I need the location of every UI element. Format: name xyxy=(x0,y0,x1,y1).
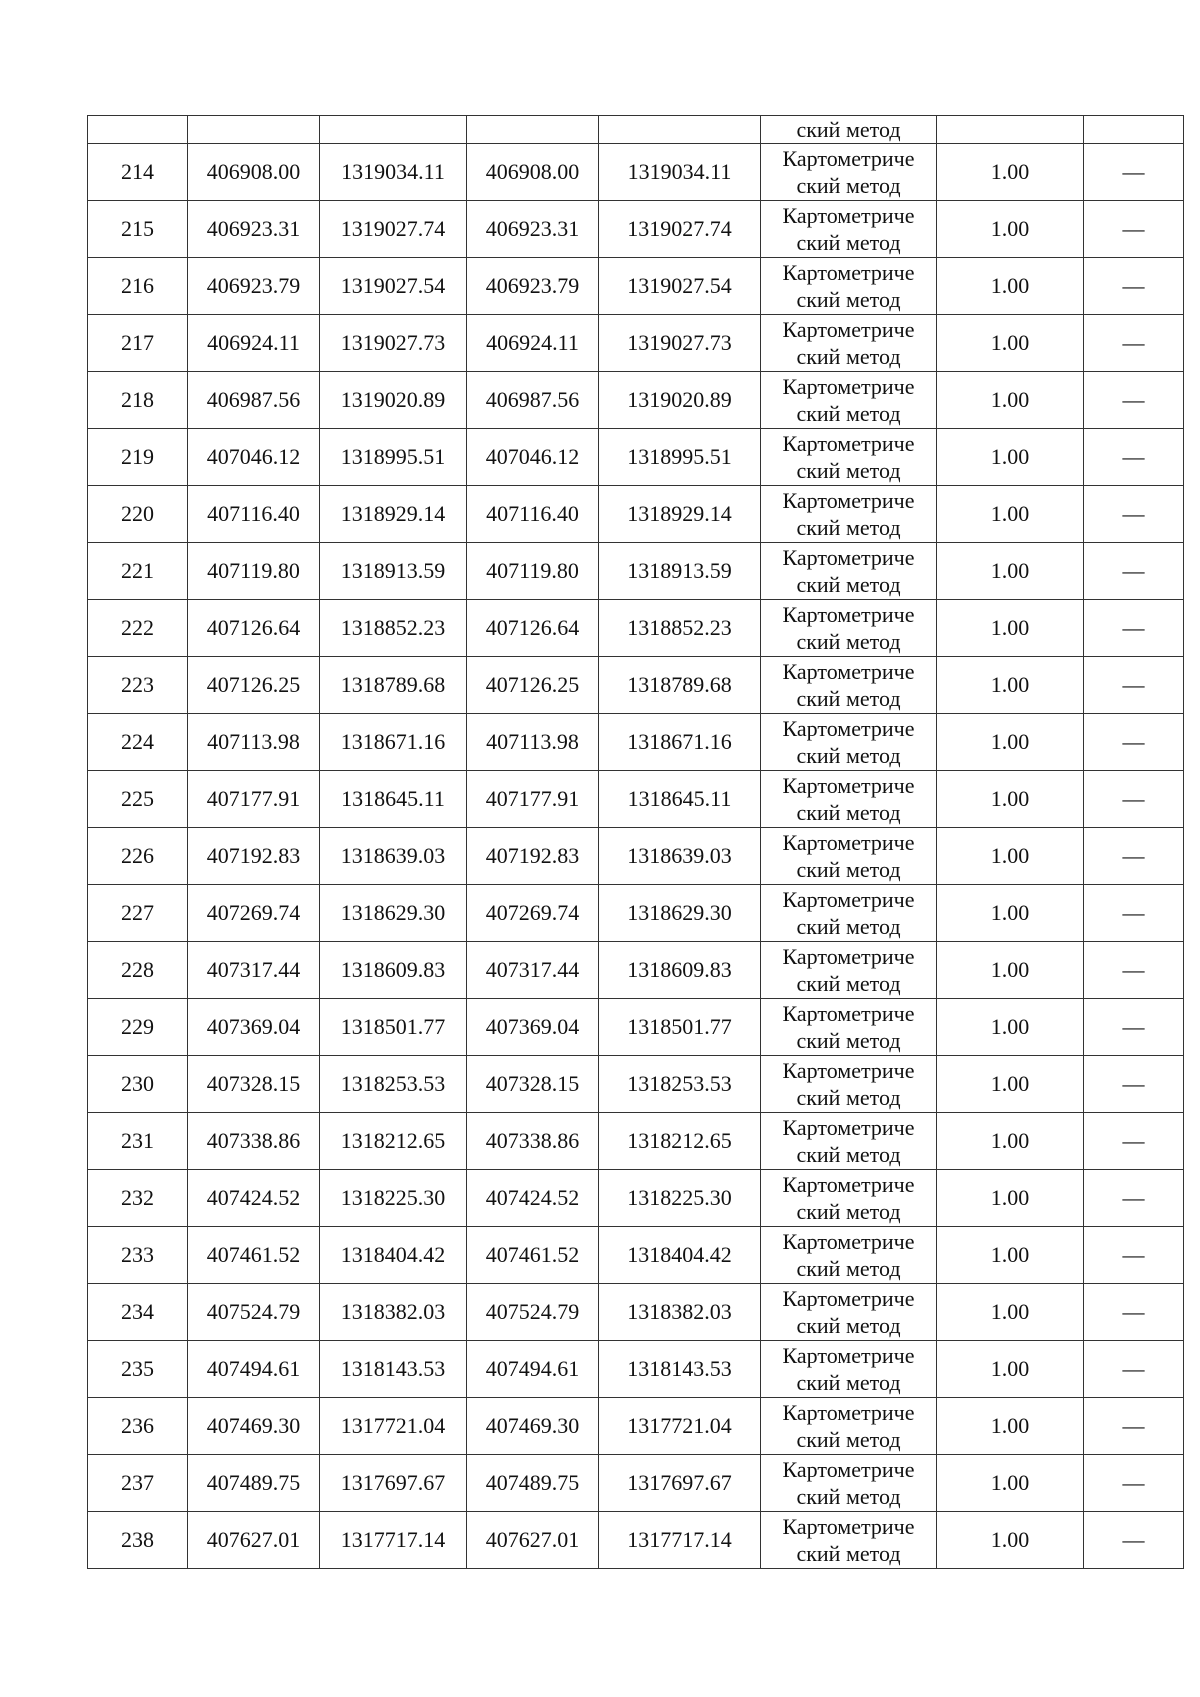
cell-point-number: 217 xyxy=(88,315,188,372)
cell-x-refined: 407494.61 xyxy=(467,1341,599,1398)
cell-x-existing: 407489.75 xyxy=(188,1455,320,1512)
method-line-2: ский метод xyxy=(796,230,901,255)
method-line-2: ский метод xyxy=(796,401,901,426)
cell-empty xyxy=(88,116,188,144)
cell-x-existing: 407317.44 xyxy=(188,942,320,999)
cell-method xyxy=(761,543,937,600)
cell-empty xyxy=(1084,116,1184,144)
cell-point-number: 227 xyxy=(88,885,188,942)
cell-y-existing: 1318639.03 xyxy=(320,828,467,885)
cell-accuracy: 1.00 xyxy=(937,828,1084,885)
cell-note: — xyxy=(1084,1284,1184,1341)
cell-accuracy: 1.00 xyxy=(937,486,1084,543)
method-line-1: Картометриче xyxy=(782,887,915,912)
method-line-1: Картометриче xyxy=(782,1001,915,1026)
table-row xyxy=(88,258,1184,315)
cell-x-existing: 407328.15 xyxy=(188,1056,320,1113)
method-line-1: Картометриче xyxy=(782,1172,915,1197)
cell-x-existing: 406923.31 xyxy=(188,201,320,258)
cell-point-number: 229 xyxy=(88,999,188,1056)
cell-method xyxy=(761,1455,937,1512)
cell-y-refined: 1318143.53 xyxy=(599,1341,761,1398)
cell-note: — xyxy=(1084,543,1184,600)
cell-accuracy: 1.00 xyxy=(937,1341,1084,1398)
method-line-1: Картометриче xyxy=(782,260,915,285)
cell-x-refined: 407126.25 xyxy=(467,657,599,714)
method-line-2: ский метод xyxy=(796,344,901,369)
table-row xyxy=(88,429,1184,486)
cell-y-existing: 1319027.54 xyxy=(320,258,467,315)
method-line-2: ский метод xyxy=(796,1313,901,1338)
table-row xyxy=(88,1341,1184,1398)
cell-note: — xyxy=(1084,486,1184,543)
cell-method xyxy=(761,1113,937,1170)
table-row xyxy=(88,714,1184,771)
cell-y-existing: 1318852.23 xyxy=(320,600,467,657)
method-line-1: Картометриче xyxy=(782,602,915,627)
cell-y-existing: 1318929.14 xyxy=(320,486,467,543)
cell-x-existing: 407627.01 xyxy=(188,1512,320,1569)
method-line-2: ский метод xyxy=(796,629,901,654)
method-line-2: ский метод xyxy=(796,686,901,711)
cell-x-refined: 407524.79 xyxy=(467,1284,599,1341)
cell-note: — xyxy=(1084,600,1184,657)
cell-y-refined: 1318404.42 xyxy=(599,1227,761,1284)
cell-accuracy: 1.00 xyxy=(937,1227,1084,1284)
cell-method xyxy=(761,714,937,771)
method-line-2: ский метод xyxy=(796,1484,901,1509)
cell-method xyxy=(761,1056,937,1113)
cell-y-existing: 1318404.42 xyxy=(320,1227,467,1284)
method-line-2: ский метод xyxy=(796,287,901,312)
method-line-2: ский метод xyxy=(796,1256,901,1281)
cell-x-existing: 406923.79 xyxy=(188,258,320,315)
cell-point-number: 236 xyxy=(88,1398,188,1455)
method-line-2: ский метод xyxy=(796,914,901,939)
table-row xyxy=(88,1512,1184,1569)
cell-x-refined: 407113.98 xyxy=(467,714,599,771)
cell-note: — xyxy=(1084,1341,1184,1398)
cell-accuracy: 1.00 xyxy=(937,885,1084,942)
cell-y-existing: 1319027.74 xyxy=(320,201,467,258)
cell-x-refined: 407369.04 xyxy=(467,999,599,1056)
table-row xyxy=(88,999,1184,1056)
method-line-2: ский метод xyxy=(796,1370,901,1395)
method-line-1: Картометриче xyxy=(782,317,915,342)
method-line-1: Картометриче xyxy=(782,944,915,969)
table-body xyxy=(88,116,1184,1569)
method-line-2: ский метод xyxy=(796,1199,901,1224)
cell-y-existing: 1319020.89 xyxy=(320,372,467,429)
cell-accuracy: 1.00 xyxy=(937,372,1084,429)
cell-y-refined: 1319020.89 xyxy=(599,372,761,429)
table-row xyxy=(88,600,1184,657)
cell-x-refined: 407119.80 xyxy=(467,543,599,600)
table-row xyxy=(88,486,1184,543)
method-line-1: Картометриче xyxy=(782,1457,915,1482)
cell-x-existing: 407469.30 xyxy=(188,1398,320,1455)
cell-accuracy: 1.00 xyxy=(937,1113,1084,1170)
cell-x-refined: 406923.79 xyxy=(467,258,599,315)
cell-x-existing: 407494.61 xyxy=(188,1341,320,1398)
cell-empty xyxy=(937,116,1084,144)
cell-y-existing: 1317717.14 xyxy=(320,1512,467,1569)
cell-accuracy: 1.00 xyxy=(937,657,1084,714)
cell-x-refined: 406924.11 xyxy=(467,315,599,372)
table-row xyxy=(88,657,1184,714)
cell-accuracy: 1.00 xyxy=(937,1170,1084,1227)
cell-x-existing: 407192.83 xyxy=(188,828,320,885)
cell-y-existing: 1319027.73 xyxy=(320,315,467,372)
cell-x-refined: 407338.86 xyxy=(467,1113,599,1170)
cell-y-refined: 1318629.30 xyxy=(599,885,761,942)
cell-accuracy: 1.00 xyxy=(937,771,1084,828)
cell-accuracy: 1.00 xyxy=(937,1455,1084,1512)
cell-method xyxy=(761,1398,937,1455)
cell-accuracy: 1.00 xyxy=(937,714,1084,771)
cell-note: — xyxy=(1084,144,1184,201)
cell-method xyxy=(761,1170,937,1227)
cell-y-existing: 1318501.77 xyxy=(320,999,467,1056)
cell-x-existing: 407338.86 xyxy=(188,1113,320,1170)
cell-x-refined: 407192.83 xyxy=(467,828,599,885)
cell-x-existing: 407269.74 xyxy=(188,885,320,942)
cell-y-existing: 1318629.30 xyxy=(320,885,467,942)
cell-method xyxy=(761,942,937,999)
cell-y-refined: 1319027.54 xyxy=(599,258,761,315)
cell-note: — xyxy=(1084,771,1184,828)
cell-x-existing: 407177.91 xyxy=(188,771,320,828)
cell-accuracy: 1.00 xyxy=(937,543,1084,600)
method-line-2: ский метод xyxy=(796,572,901,597)
cell-point-number: 226 xyxy=(88,828,188,885)
method-line-1: Картометриче xyxy=(782,1286,915,1311)
method-line-2: ский метод xyxy=(796,743,901,768)
cell-point-number: 224 xyxy=(88,714,188,771)
cell-y-refined: 1318253.53 xyxy=(599,1056,761,1113)
method-line-2: ский метод xyxy=(796,1427,901,1452)
cell-y-refined: 1318609.83 xyxy=(599,942,761,999)
cell-accuracy: 1.00 xyxy=(937,429,1084,486)
table-row xyxy=(88,1113,1184,1170)
cell-x-existing: 407524.79 xyxy=(188,1284,320,1341)
cell-point-number: 214 xyxy=(88,144,188,201)
method-line-1: Картометриче xyxy=(782,1514,915,1539)
cell-note: — xyxy=(1084,942,1184,999)
cell-note: — xyxy=(1084,1455,1184,1512)
table-row xyxy=(88,771,1184,828)
cell-y-existing: 1318143.53 xyxy=(320,1341,467,1398)
table-row xyxy=(88,1455,1184,1512)
method-line-1: Картометриче xyxy=(782,830,915,855)
cell-method-tail: ский метод xyxy=(761,116,937,144)
cell-x-refined: 407269.74 xyxy=(467,885,599,942)
table-row xyxy=(88,201,1184,258)
method-line-1: Картометриче xyxy=(782,1058,915,1083)
cell-note: — xyxy=(1084,999,1184,1056)
cell-y-refined: 1319027.74 xyxy=(599,201,761,258)
cell-note: — xyxy=(1084,201,1184,258)
cell-accuracy: 1.00 xyxy=(937,600,1084,657)
method-line-1: Картометриче xyxy=(782,374,915,399)
cell-y-existing: 1317721.04 xyxy=(320,1398,467,1455)
cell-point-number: 218 xyxy=(88,372,188,429)
cell-note: — xyxy=(1084,714,1184,771)
cell-point-number: 231 xyxy=(88,1113,188,1170)
cell-y-existing: 1317697.67 xyxy=(320,1455,467,1512)
cell-x-existing: 407461.52 xyxy=(188,1227,320,1284)
table-row xyxy=(88,1284,1184,1341)
cell-y-refined: 1317697.67 xyxy=(599,1455,761,1512)
cell-point-number: 219 xyxy=(88,429,188,486)
cell-method xyxy=(761,1227,937,1284)
cell-y-refined: 1317721.04 xyxy=(599,1398,761,1455)
cell-x-refined: 407177.91 xyxy=(467,771,599,828)
table-row xyxy=(88,828,1184,885)
method-line-2: ский метод xyxy=(796,173,901,198)
method-line-2: ский метод xyxy=(796,800,901,825)
method-line-2: ский метод xyxy=(796,458,901,483)
method-line-2: ский метод xyxy=(796,1028,901,1053)
cell-empty xyxy=(188,116,320,144)
method-line-2: ский метод xyxy=(796,1085,901,1110)
cell-method xyxy=(761,429,937,486)
method-line-1: Картометриче xyxy=(782,488,915,513)
cell-method xyxy=(761,1341,937,1398)
method-line-2: ский метод xyxy=(796,971,901,996)
cell-note: — xyxy=(1084,1113,1184,1170)
cell-y-refined: 1318671.16 xyxy=(599,714,761,771)
cell-note: — xyxy=(1084,828,1184,885)
cell-y-existing: 1318671.16 xyxy=(320,714,467,771)
cell-accuracy: 1.00 xyxy=(937,144,1084,201)
cell-y-refined: 1318225.30 xyxy=(599,1170,761,1227)
cell-y-refined: 1317717.14 xyxy=(599,1512,761,1569)
method-line-1: Картометриче xyxy=(782,1343,915,1368)
cell-x-existing: 406987.56 xyxy=(188,372,320,429)
cell-point-number: 234 xyxy=(88,1284,188,1341)
cell-accuracy: 1.00 xyxy=(937,258,1084,315)
method-line-1: Картометриче xyxy=(782,431,915,456)
cell-note: — xyxy=(1084,1512,1184,1569)
cell-note: — xyxy=(1084,429,1184,486)
method-line-2: ский метод xyxy=(796,515,901,540)
cell-x-refined: 407317.44 xyxy=(467,942,599,999)
table-row xyxy=(88,1170,1184,1227)
cell-point-number: 225 xyxy=(88,771,188,828)
cell-accuracy: 1.00 xyxy=(937,1512,1084,1569)
cell-method xyxy=(761,258,937,315)
method-line-1: Картометриче xyxy=(782,716,915,741)
cell-x-existing: 407424.52 xyxy=(188,1170,320,1227)
cell-note: — xyxy=(1084,315,1184,372)
method-line-2: ский метод xyxy=(796,1541,901,1566)
cell-accuracy: 1.00 xyxy=(937,999,1084,1056)
cell-note: — xyxy=(1084,885,1184,942)
cell-x-refined: 406987.56 xyxy=(467,372,599,429)
cell-method xyxy=(761,201,937,258)
cell-method xyxy=(761,144,937,201)
table-row xyxy=(88,1227,1184,1284)
cell-y-refined: 1318913.59 xyxy=(599,543,761,600)
cell-note: — xyxy=(1084,1056,1184,1113)
cell-accuracy: 1.00 xyxy=(937,1398,1084,1455)
cell-x-refined: 407469.30 xyxy=(467,1398,599,1455)
cell-y-refined: 1318212.65 xyxy=(599,1113,761,1170)
cell-method xyxy=(761,486,937,543)
cell-y-refined: 1318852.23 xyxy=(599,600,761,657)
cell-x-existing: 407126.64 xyxy=(188,600,320,657)
cell-x-refined: 407046.12 xyxy=(467,429,599,486)
cell-empty xyxy=(599,116,761,144)
method-line-1: Картометриче xyxy=(782,659,915,684)
cell-y-refined: 1318501.77 xyxy=(599,999,761,1056)
cell-y-existing: 1319034.11 xyxy=(320,144,467,201)
cell-note: — xyxy=(1084,1398,1184,1455)
method-line-1: Картометриче xyxy=(782,1115,915,1140)
cell-method xyxy=(761,771,937,828)
table-row xyxy=(88,543,1184,600)
table-row xyxy=(88,372,1184,429)
method-line-1: Картометриче xyxy=(782,545,915,570)
cell-x-existing: 407119.80 xyxy=(188,543,320,600)
cell-method xyxy=(761,885,937,942)
cell-method xyxy=(761,828,937,885)
cell-y-refined: 1318639.03 xyxy=(599,828,761,885)
cell-y-refined: 1318645.11 xyxy=(599,771,761,828)
table-row xyxy=(88,1056,1184,1113)
cell-accuracy: 1.00 xyxy=(937,315,1084,372)
cell-note: — xyxy=(1084,657,1184,714)
cell-note: — xyxy=(1084,372,1184,429)
cell-method xyxy=(761,600,937,657)
cell-point-number: 235 xyxy=(88,1341,188,1398)
cell-note: — xyxy=(1084,1227,1184,1284)
cell-y-existing: 1318789.68 xyxy=(320,657,467,714)
cell-y-existing: 1318913.59 xyxy=(320,543,467,600)
cell-y-existing: 1318225.30 xyxy=(320,1170,467,1227)
cell-y-existing: 1318212.65 xyxy=(320,1113,467,1170)
cell-x-existing: 407113.98 xyxy=(188,714,320,771)
cell-point-number: 223 xyxy=(88,657,188,714)
cell-x-existing: 407046.12 xyxy=(188,429,320,486)
method-line-1: Картометриче xyxy=(782,1229,915,1254)
cell-x-refined: 407116.40 xyxy=(467,486,599,543)
cell-y-refined: 1319034.11 xyxy=(599,144,761,201)
cell-y-refined: 1318929.14 xyxy=(599,486,761,543)
cell-accuracy: 1.00 xyxy=(937,201,1084,258)
cell-y-refined: 1318995.51 xyxy=(599,429,761,486)
cell-note: — xyxy=(1084,1170,1184,1227)
cell-empty xyxy=(467,116,599,144)
cell-x-refined: 407461.52 xyxy=(467,1227,599,1284)
cell-y-existing: 1318382.03 xyxy=(320,1284,467,1341)
cell-method xyxy=(761,1512,937,1569)
cell-x-existing: 406924.11 xyxy=(188,315,320,372)
cell-point-number: 220 xyxy=(88,486,188,543)
cell-method xyxy=(761,1284,937,1341)
cell-point-number: 216 xyxy=(88,258,188,315)
cell-point-number: 233 xyxy=(88,1227,188,1284)
cell-x-existing: 406908.00 xyxy=(188,144,320,201)
method-line-1: Картометриче xyxy=(782,1400,915,1425)
cell-accuracy: 1.00 xyxy=(937,1284,1084,1341)
cell-point-number: 222 xyxy=(88,600,188,657)
cell-accuracy: 1.00 xyxy=(937,1056,1084,1113)
cell-x-refined: 406908.00 xyxy=(467,144,599,201)
cell-x-refined: 407489.75 xyxy=(467,1455,599,1512)
cell-x-refined: 407627.01 xyxy=(467,1512,599,1569)
cell-x-existing: 407369.04 xyxy=(188,999,320,1056)
cell-method xyxy=(761,315,937,372)
cell-point-number: 230 xyxy=(88,1056,188,1113)
method-line-1: Картометриче xyxy=(782,203,915,228)
cell-point-number: 232 xyxy=(88,1170,188,1227)
cell-x-refined: 407126.64 xyxy=(467,600,599,657)
cell-x-refined: 407328.15 xyxy=(467,1056,599,1113)
cell-accuracy: 1.00 xyxy=(937,942,1084,999)
cell-point-number: 221 xyxy=(88,543,188,600)
cell-x-refined: 406923.31 xyxy=(467,201,599,258)
cell-empty xyxy=(320,116,467,144)
cell-point-number: 237 xyxy=(88,1455,188,1512)
cell-x-existing: 407116.40 xyxy=(188,486,320,543)
cell-y-existing: 1318645.11 xyxy=(320,771,467,828)
method-line-1: Картометриче xyxy=(782,146,915,171)
table-row xyxy=(88,144,1184,201)
method-line-1: Картометриче xyxy=(782,773,915,798)
continuation-row xyxy=(88,116,1184,144)
cell-point-number: 215 xyxy=(88,201,188,258)
cell-y-refined: 1319027.73 xyxy=(599,315,761,372)
cell-y-existing: 1318253.53 xyxy=(320,1056,467,1113)
table-row xyxy=(88,315,1184,372)
cell-x-refined: 407424.52 xyxy=(467,1170,599,1227)
cell-note: — xyxy=(1084,258,1184,315)
method-line-2: ский метод xyxy=(796,857,901,882)
method-line-2: ский метод xyxy=(796,1142,901,1167)
table-row xyxy=(88,1398,1184,1455)
cell-y-refined: 1318789.68 xyxy=(599,657,761,714)
cell-point-number: 238 xyxy=(88,1512,188,1569)
cell-x-existing: 407126.25 xyxy=(188,657,320,714)
cell-method xyxy=(761,999,937,1056)
cell-point-number: 228 xyxy=(88,942,188,999)
cell-y-refined: 1318382.03 xyxy=(599,1284,761,1341)
cell-y-existing: 1318609.83 xyxy=(320,942,467,999)
cell-y-existing: 1318995.51 xyxy=(320,429,467,486)
cell-method xyxy=(761,372,937,429)
coordinates-table xyxy=(87,115,1184,1569)
table-row xyxy=(88,885,1184,942)
cell-method xyxy=(761,657,937,714)
table-row xyxy=(88,942,1184,999)
